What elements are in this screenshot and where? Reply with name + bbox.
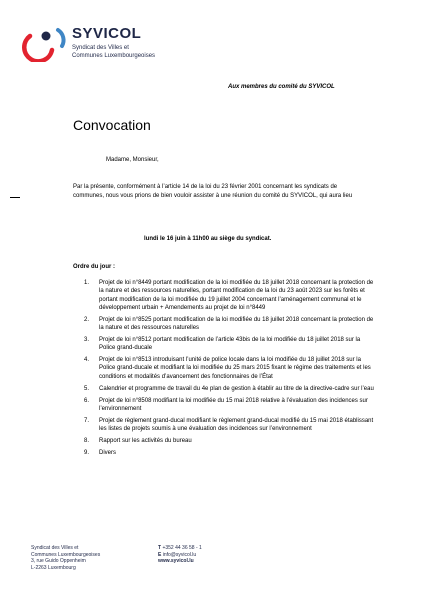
recipient-line: Aux membres du comité du SYVICOL <box>228 84 335 90</box>
agenda-item-text: Projet de loi n°8508 modifiant la loi modifiée du 15 mai 2018 relative à l’évaluation des incidences sur l’environnement <box>99 397 368 412</box>
agenda-item-number: 4. <box>84 357 90 364</box>
logo-blue-arc <box>58 30 64 46</box>
footer-address <box>31 545 100 571</box>
agenda-item-number: 3. <box>84 336 90 343</box>
website-link[interactable]: www.syvicol.lu <box>158 558 194 565</box>
phone-number: +352 44 36 58 - 1 <box>162 545 202 551</box>
agenda-item-text: Calendrier et programme de travail du 4e plan de gestion à établir au titre de la directive-cadre sur l’eau <box>99 385 374 392</box>
brand-subtitle-line-1: Syndicat des Villes et <box>72 45 129 51</box>
brand-subtitle <box>72 44 192 60</box>
address-line: L-2263 Luxembourg <box>31 564 76 571</box>
brand-subtitle-line-2: Communes Luxembourgeoises <box>72 53 156 59</box>
agenda-item-number: 1. <box>84 280 90 286</box>
agenda-item <box>84 356 374 381</box>
agenda-item-text: Projet de loi n°8449 portant modification de la loi modifiée du 18 juillet 2018 concernant la protection de la nature et des ressources naturelles, portant modification de la loi du 23 août 2023 sur les forêts et portant modification de la loi modifiée du 19 juillet 2004 concernant l’aménagement communal et le développement urbain + Amendements au projet de loi n°8449 <box>99 280 374 311</box>
agenda-item-text: Projet de loi n°8513 introduisant l’unité de police locale dans la loi modifiée du 18 juillet 2018 sur la Police grand-ducale et modifiant la loi modifiée du 25 mars 2015 fixant le régime des traitements et les conditions et modalités d’avancement des fonctionnaires de l’État <box>99 357 371 380</box>
email-address[interactable]: info@syvicol.lu <box>162 551 197 558</box>
email-label: E <box>158 551 162 558</box>
address-line: Syndicat des Villes et <box>31 545 79 551</box>
agenda-item-text: Projet de loi n°8512 portant modification de l’article 43bis de la loi modifiée du 18 juillet 2018 sur la Police grand-ducale <box>99 336 361 352</box>
phone-line <box>158 545 202 552</box>
phone-label: T <box>158 545 162 551</box>
agenda-list <box>84 279 374 461</box>
agenda-item-number: 5. <box>84 385 90 392</box>
footer-contact <box>158 545 202 565</box>
agenda-item-number: 9. <box>84 449 90 456</box>
agenda-item-text: Projet de règlement grand-ducal modifiant le règlement grand-ducal modifié du 15 mai 2018 établissant les listes de projets soumis à une évaluation des incidences sur l’environnement <box>99 417 374 433</box>
email-line <box>158 552 202 559</box>
agenda-item <box>84 449 374 457</box>
fold-mark <box>10 197 20 198</box>
agenda-item <box>84 385 374 393</box>
address-line: Communes Luxembourgeoises <box>31 551 101 558</box>
agenda-item <box>84 417 374 434</box>
brand-name: SYVICOL <box>72 25 142 42</box>
agenda-item-text: Projet de loi n°8525 portant modification de la loi modifiée du 18 juillet 2018 concernant la protection de la nature et des ressources naturelles <box>99 316 374 332</box>
meeting-details: lundi le 16 juin à 11h00 au siège du syndicat. <box>144 236 272 242</box>
agenda-item <box>84 336 374 353</box>
agenda-item-number: 7. <box>84 417 90 424</box>
agenda-item-text: Rapport sur les activités du bureau <box>99 437 192 444</box>
agenda-item-number: 2. <box>84 316 90 323</box>
address-line: 3, rue Guido Oppenheim <box>31 558 86 565</box>
intro-paragraph: Par la présente, conformément à l’article 14 de la loi du 23 février 2001 concernant les syndicats de communes, nous vous prions de bien vouloir assister à une réunion du comité du SYVICOL, qui aura lieu <box>73 184 353 199</box>
agenda-heading: Ordre du jour : <box>73 264 115 270</box>
agenda-item <box>84 437 374 445</box>
agenda-item-text: Divers <box>99 449 117 456</box>
agenda-item-number: 6. <box>84 397 90 404</box>
agenda-item <box>84 316 374 333</box>
agenda-item <box>84 279 374 312</box>
agenda-item <box>84 397 374 414</box>
agenda-item-number: 8. <box>84 437 90 444</box>
document-title: Convocation <box>73 117 151 133</box>
salutation: Madame, Monsieur, <box>106 157 159 163</box>
logo-navy-dot <box>42 32 51 41</box>
